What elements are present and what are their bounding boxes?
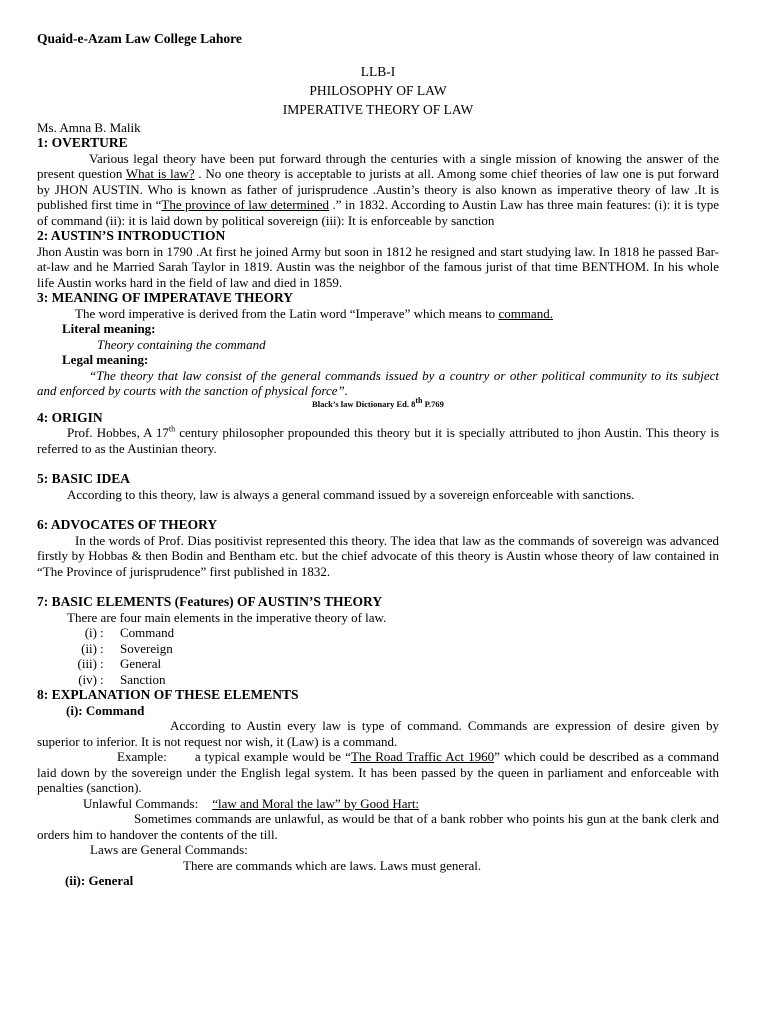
legal-meaning-text: “The theory that law consist of the general commands issued by a country or other political community to its subject and enforced by courts with the sanction of physical force”. bbox=[37, 367, 719, 398]
document-page bbox=[37, 31, 719, 889]
basic-idea-paragraph: According to this theory, law is always a general command issued by a sovereign enforceable with sanctions. bbox=[67, 486, 635, 502]
text-span: a typical example would be “ bbox=[194, 749, 351, 764]
list-label: Sanction bbox=[120, 671, 166, 687]
college-name: Quaid-e-Azam Law College Lahore bbox=[37, 31, 242, 46]
unlawful-commands-line bbox=[83, 796, 719, 812]
list-number: (iv) bbox=[78, 671, 97, 687]
general-commands-label: Laws are General Commands: bbox=[90, 842, 248, 857]
underlined-text: “law and Moral the law” by Good Hart: bbox=[212, 795, 420, 811]
section-overture-heading: 1: OVERTURE bbox=[37, 135, 128, 150]
general-commands-text: There are commands which are laws. Laws must general. bbox=[183, 857, 482, 873]
dictionary-source bbox=[37, 395, 719, 410]
underlined-text: The province of law determined bbox=[161, 197, 330, 212]
text-span: .” in 1832. According to Austin Law has three main features: (i): it is type of command (ii): it is laid down by political sovereign (iii): It is enforceable by sanction bbox=[37, 197, 720, 228]
text-span: Prof. Hobbes, A 17 bbox=[67, 425, 169, 440]
literal-meaning-text: Theory containing the command bbox=[97, 336, 266, 352]
list-number: (i) bbox=[84, 625, 97, 640]
list-item: (i) : Command bbox=[59, 625, 719, 641]
command-subheading: (i): Command bbox=[66, 702, 145, 718]
list-item: (iv) : Sanction bbox=[59, 672, 719, 688]
example-label: Example: bbox=[117, 749, 167, 764]
underlined-text: What is law? bbox=[125, 166, 195, 181]
text-span: Black’s law Dictionary Ed. 8 bbox=[312, 398, 416, 409]
title-block bbox=[37, 62, 719, 119]
superscript: th bbox=[415, 395, 423, 405]
underlined-text: The Road Traffic Act 1960 bbox=[350, 749, 495, 764]
subject-title: PHILOSOPHY OF LAW bbox=[309, 82, 447, 98]
general-subheading: (ii): General bbox=[65, 873, 134, 888]
advocates-paragraph: In the words of Prof. Dias positivist represented this theory. The idea that law as the commands of sovereign was advanced firstly by Hobbas & then Bodin and Bentham etc. but the chief advocate of this theory is Austin whose theory of law contained in “The Province of jurisprudence” first published in 1832. bbox=[37, 532, 719, 579]
topic-title: IMPERATIVE THEORY OF LAW bbox=[282, 101, 474, 117]
text-span: century philosopher propounded this theory but it is specially attributed to jhon Austin. This theory is referred to as the Austinian theory. bbox=[37, 425, 720, 456]
section-basic-idea-heading: 5: BASIC IDEA bbox=[37, 471, 131, 486]
text-span: Various legal theory have been put forward through the centuries with a single mission of knowing the answer of the present question bbox=[37, 150, 719, 181]
text-span: . No one theory is acceptable to jurists at all. Among some chief theories of law one is put forward by JHON AUSTIN. Who is known as father of jurisprudence .Austin’s theory is also known as imperative theory of law .It is published first time in “ bbox=[37, 166, 719, 212]
section-elements-heading: 7: BASIC ELEMENTS (Features) OF AUSTIN’S THEORY bbox=[37, 594, 383, 609]
text-span: P.769 bbox=[422, 398, 444, 409]
underlined-text: command. bbox=[498, 305, 553, 321]
list-item: (ii) : Sovereign bbox=[59, 641, 719, 657]
section-explanation-heading: 8: EXPLANATION OF THESE ELEMENTS bbox=[37, 687, 299, 702]
text-span: ” which could be described as a command laid down by the sovereign under the English legal system. It has been passed by the queen in parliament and enforceable with penalties (sanction). bbox=[37, 749, 720, 795]
introduction-paragraph: Jhon Austin was born in 1790 .At first he joined Army but soon in 1812 he resigned and start studying law. In 1818 he passed Bar-at-law and he Married Sarah Taylor in 1819. Austin was the neighbor of the famous jurist of that time BENTHOM. In his whole life Austin works hard in the field of law and died in 1859. bbox=[37, 243, 719, 290]
unlawful-label: Unlawful Commands: bbox=[83, 795, 199, 811]
overture-paragraph bbox=[37, 151, 719, 229]
section-origin-heading: 4: ORIGIN bbox=[37, 409, 103, 425]
list-label: Command bbox=[120, 625, 175, 640]
example-paragraph bbox=[37, 749, 719, 796]
literal-meaning-label: Literal meaning: bbox=[62, 321, 156, 336]
superscript: th bbox=[168, 424, 176, 434]
origin-paragraph bbox=[37, 425, 719, 456]
list-label: Sovereign bbox=[120, 640, 173, 656]
elements-intro: There are four main elements in the imperative theory of law. bbox=[67, 609, 387, 625]
text-span: The word imperative is derived from the Latin word “Imperave” which means to bbox=[75, 305, 499, 321]
section-advocates-heading: 6: ADVOCATES OF THEORY bbox=[37, 517, 218, 532]
list-label: General bbox=[120, 656, 162, 671]
command-paragraph: According to Austin every law is type of command. Commands are expression of desire given by superior to inferior. It is not request nor wish, it (Law) is a command. bbox=[37, 718, 719, 749]
list-number: (ii) bbox=[81, 640, 97, 656]
section-meaning-heading: 3: MEANING OF IMPERATAVE THEORY bbox=[37, 290, 294, 305]
list-item: (iii) : General bbox=[59, 656, 719, 672]
meaning-paragraph bbox=[37, 306, 719, 322]
list-number: (iii) bbox=[77, 656, 97, 671]
course-title: LLB-I bbox=[360, 63, 396, 79]
legal-meaning-label: Legal meaning: bbox=[62, 352, 149, 367]
author-name: Ms. Amna B. Malik bbox=[37, 119, 141, 135]
unlawful-paragraph: Sometimes commands are unlawful, as would be that of a bank robber who points his gun at the bank clerk and orders him to handover the contents of the till. bbox=[37, 811, 719, 842]
section-introduction-heading: 2: AUSTIN’S INTRODUCTION bbox=[37, 228, 226, 243]
